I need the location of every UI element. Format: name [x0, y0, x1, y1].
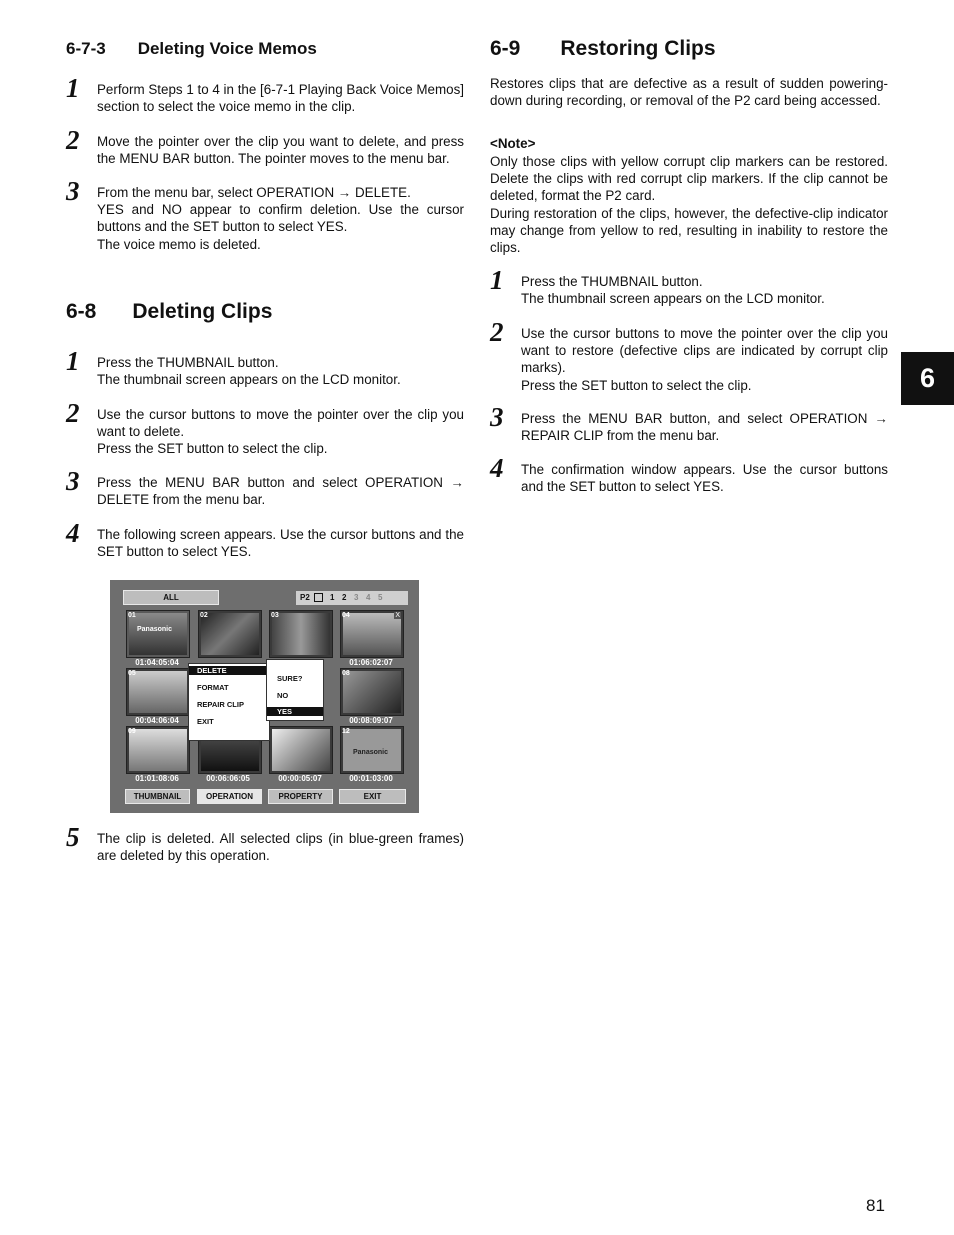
clip-thumbnail: 04 X: [340, 610, 404, 658]
menu-item-repair-clip: REPAIR CLIP: [197, 700, 244, 709]
operation-menu: [188, 663, 270, 741]
heading-6-9: 6-9 Restoring Clips: [490, 37, 716, 60]
step-6-8-3: 3 Press the MENU BAR button and select OPERATION → DELETE from the menu bar.: [66, 466, 464, 508]
thumbnail-button: THUMBNAIL: [125, 789, 190, 804]
exit-button: EXIT: [339, 789, 406, 804]
confirm-no: NO: [277, 691, 289, 700]
step-6-9-3: 3 Press the MENU BAR button, and select OPERATION → REPAIR CLIP from the menu bar.: [490, 402, 888, 444]
menu-item-delete: DELETE: [189, 666, 267, 675]
confirm-dialog: [266, 659, 324, 721]
menu-item-exit: EXIT: [197, 717, 214, 726]
step-6-7-3-2: 2 Move the pointer over the clip you want to delete, and press the MENU BAR button. The pointer moves to the menu bar.: [66, 125, 464, 167]
intro-paragraph: Restores clips that are defective as a result of sudden powering-down during recording, or removal of the P2 card being accessed.: [490, 76, 888, 109]
step-6-8-5: 5 The clip is deleted. All selected clips (in blue-green frames) are deleted by this operation.: [66, 822, 464, 864]
corrupt-clip-marker-icon: X: [395, 612, 400, 619]
step-6-8-2: 2 Use the cursor buttons to move the pointer over the clip you want to delete. Press the SET button to select the clip.: [66, 398, 464, 457]
clip-thumbnail: 12 Panasonic: [340, 726, 404, 774]
card-icon: [314, 593, 323, 602]
step-6-7-3-3: 3 From the menu bar, select OPERATION → DELETE. YES and NO appear to confirm deletion. Use the cursor buttons and the SET button to select YES. The voice memo is deleted.: [66, 176, 464, 252]
chapter-tab: 6: [901, 352, 954, 405]
clip-thumbnail: [269, 726, 333, 774]
page-number: 81: [866, 1196, 885, 1215]
step-6-8-4: 4 The following screen appears. Use the cursor buttons and the SET button to select YES.: [66, 518, 464, 560]
clip-thumbnail: 02: [198, 610, 262, 658]
menu-item-format: FORMAT: [197, 683, 229, 692]
all-button: ALL: [123, 590, 219, 605]
note-label: <Note>: [490, 136, 536, 151]
heading-6-8: 6-8 Deleting Clips: [66, 300, 273, 323]
p2-slot-indicator: P2 1 2 3 4 5: [296, 591, 408, 605]
clip-thumbnail: 01 Panasonic: [126, 610, 190, 658]
thumbnail-screen-figure: ALL P2 1 2 3 4 5 01 Panasonic 02 03 04 X 01:04:05:04 01:06:02:07 05 08 00:04:06:04 00:08:09:07 09 12 Panasonic 01:01:08:06 00:06:06:05 00:00:05:07 00:01:03:00 DELETE FORMAT REPAIR CLIP EXIT SURE? NO YES THUMBNAIL OPERATION PROPERTY EXIT: [110, 580, 419, 813]
heading-6-7-3: 6-7-3 Deleting Voice Memos: [66, 39, 317, 58]
step-6-9-1: 1 Press the THUMBNAIL button. The thumbnail screen appears on the LCD monitor.: [490, 265, 825, 307]
note-paragraph-2: During restoration of the clips, however, the defective-clip indicator may change from yellow to red, resulting in inability to restore the clips.: [490, 206, 888, 256]
step-6-8-1: 1 Press the THUMBNAIL button. The thumbnail screen appears on the LCD monitor.: [66, 346, 401, 388]
clip-thumbnail: 03: [269, 610, 333, 658]
confirm-prompt: SURE?: [277, 674, 303, 683]
step-6-7-3-1: 1 Perform Steps 1 to 4 in the [6-7-1 Playing Back Voice Memos] section to select the voice memo in the clip.: [66, 73, 464, 115]
clip-thumbnail: 09: [126, 726, 190, 774]
note-paragraph-1: Only those clips with yellow corrupt clip markers can be restored. Delete the clips with red corrupt clip markers. If the clip cannot be deleted, format the P2 card.: [490, 154, 888, 204]
property-button: PROPERTY: [268, 789, 333, 804]
confirm-yes: YES: [267, 707, 323, 716]
clip-thumbnail: 08: [340, 668, 404, 716]
step-6-9-4: 4 The confirmation window appears. Use the cursor buttons and the SET button to select YES.: [490, 453, 888, 495]
clip-thumbnail: 05: [126, 668, 190, 716]
step-6-9-2: 2 Use the cursor buttons to move the pointer over the clip you want to restore (defective clips are indicated by corrupt clip marks). Press the SET button to select the clip.: [490, 317, 888, 393]
operation-button: OPERATION: [197, 789, 262, 804]
